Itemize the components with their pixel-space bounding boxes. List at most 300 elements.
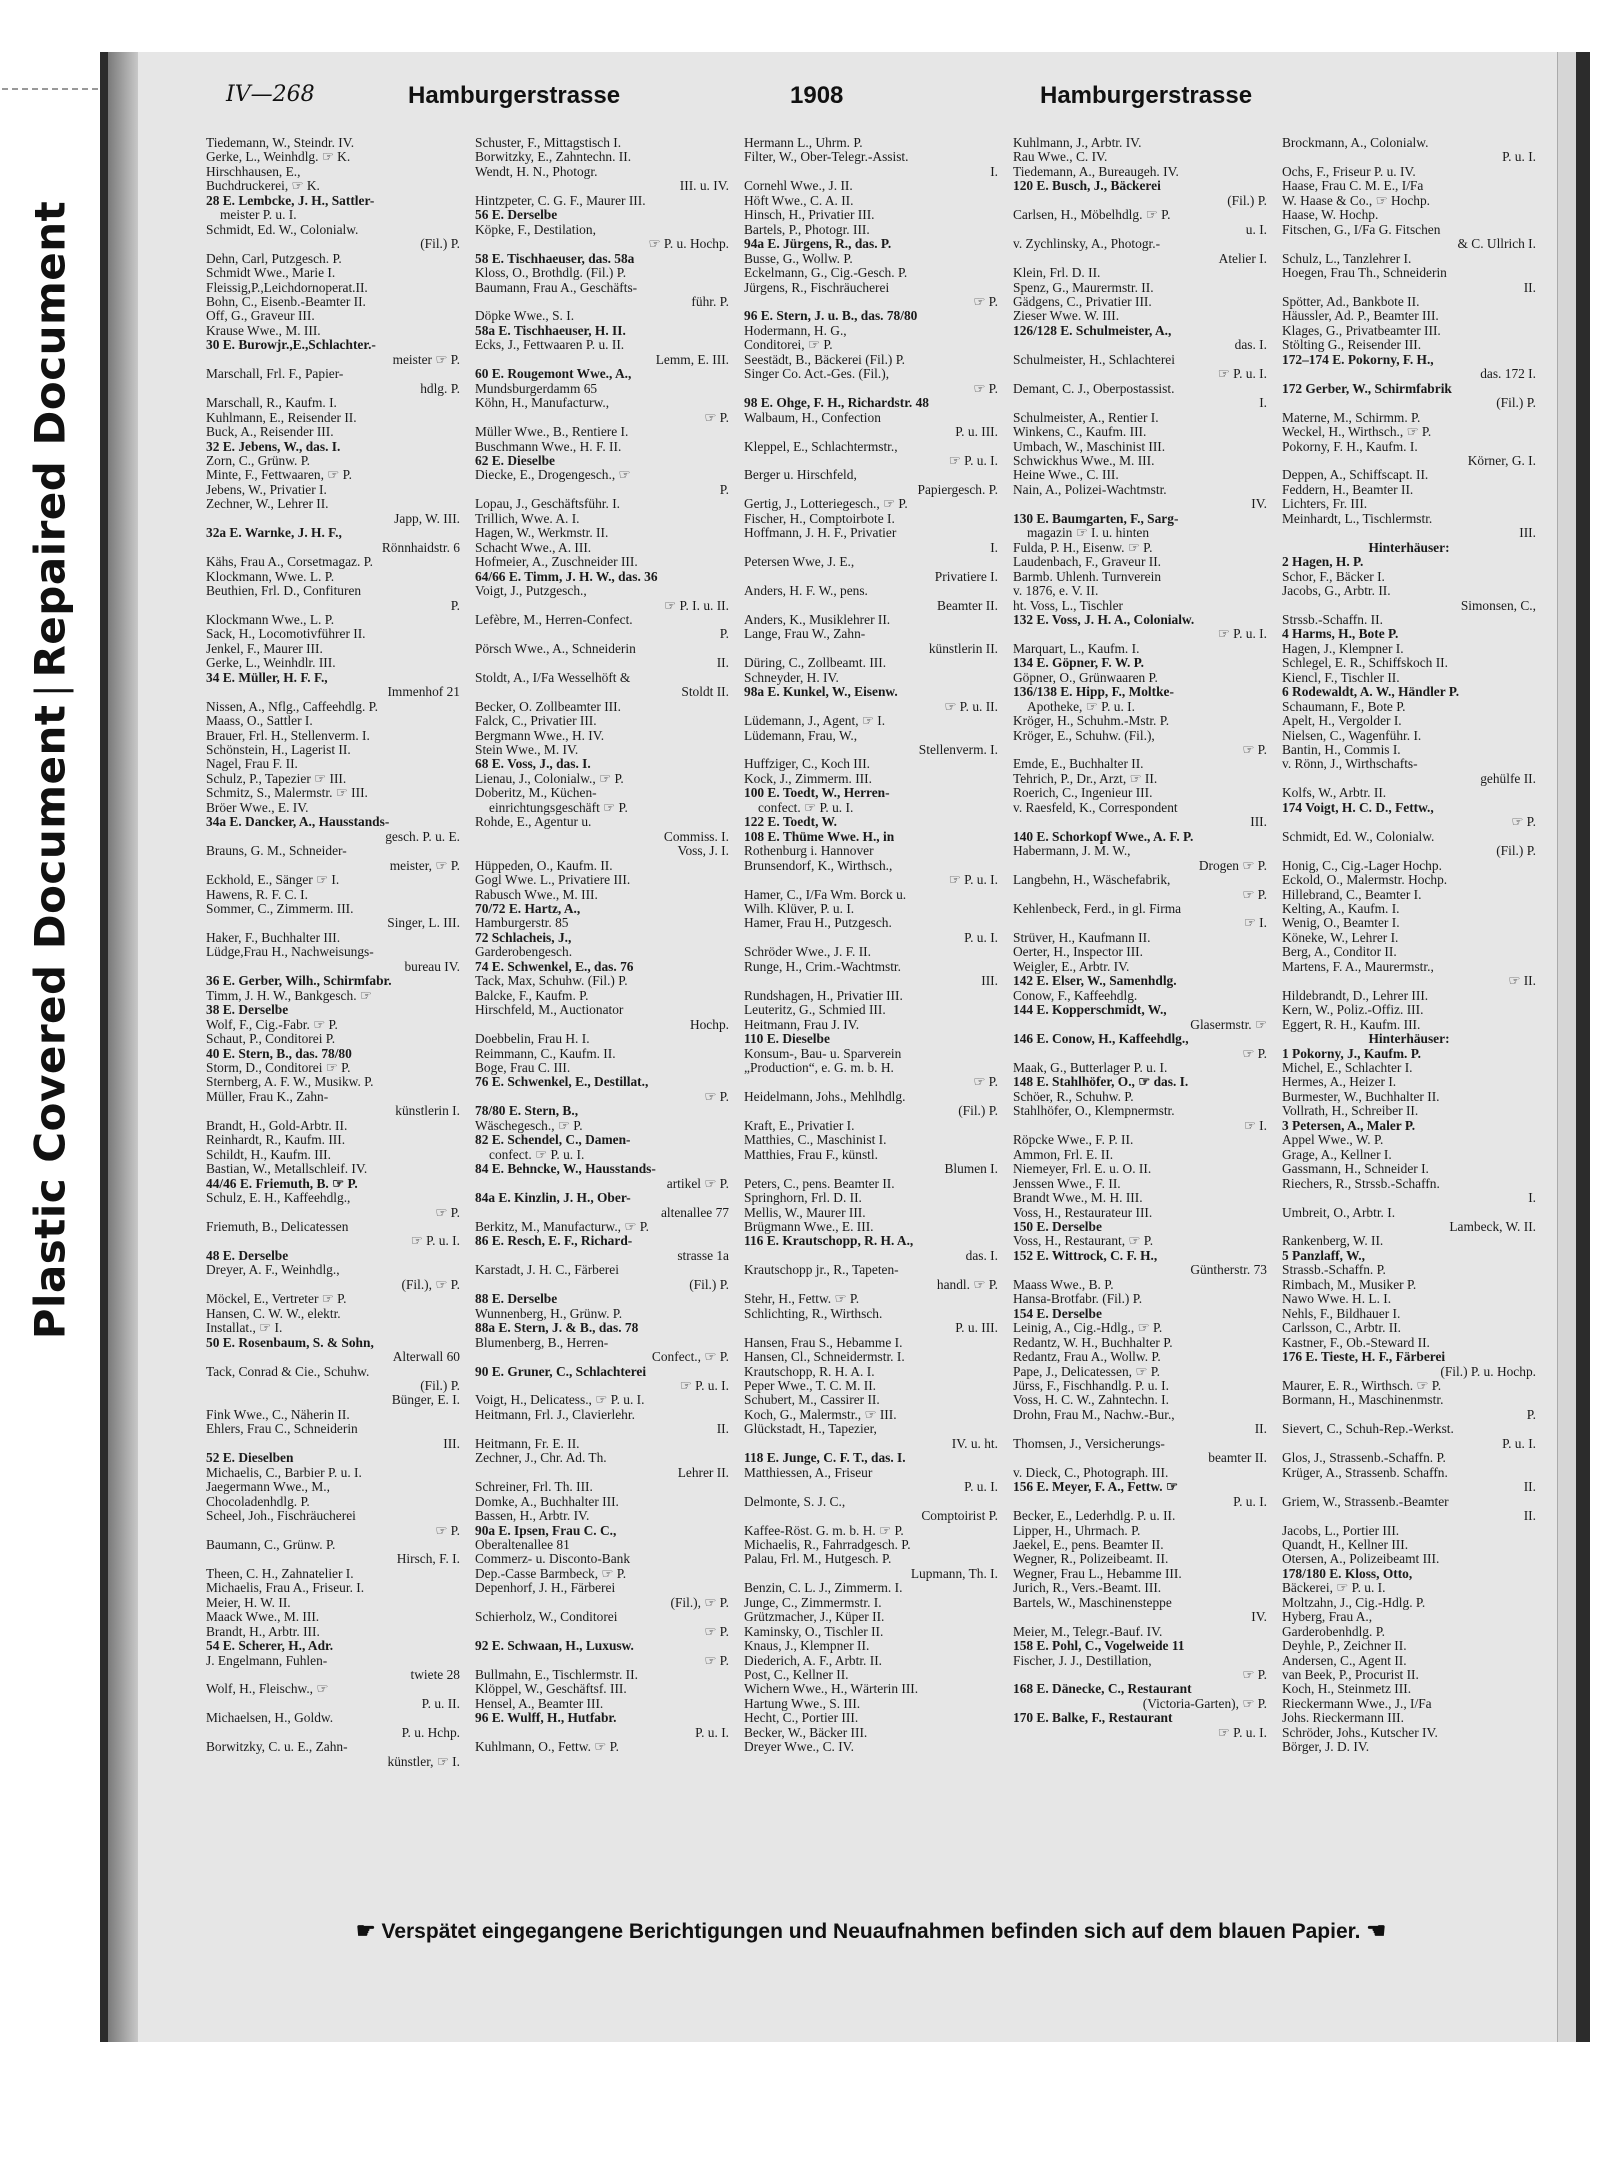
directory-entry: Sack, H., Locomotivführer II.: [206, 627, 366, 642]
directory-entry: Körner, G. I.: [1467, 453, 1536, 468]
directory-entry: III.: [981, 974, 998, 989]
directory-entry: ☞ P.: [704, 1653, 729, 1668]
directory-entry: ☞ P.: [704, 410, 729, 425]
directory-entry: Diecke, E., Drogengesch., ☞: [475, 468, 631, 483]
directory-entry: Lüdemann, Frau, W.,: [744, 728, 858, 743]
directory-entry: Marquart, L., Kaufm. I.: [1013, 641, 1140, 656]
directory-entry: Hintzpeter, C. G. F., Maurer III.: [475, 193, 646, 208]
directory-entry: Schaut, P., Conditorei P.: [206, 1032, 336, 1047]
directory-entry: ☞ P.: [1511, 815, 1536, 830]
directory-entry: Schmidt, Ed. W., Colonialw.: [1282, 829, 1435, 844]
directory-entry: Simonsen, C.,: [1460, 598, 1536, 613]
directory-entry: 116 E. Krautschopp, R. H. A.,: [744, 1234, 914, 1249]
directory-entry: 34a E. Dancker, A., Hausstands-: [206, 815, 390, 830]
directory-entry: ht. Voss, L., Tischler: [1013, 598, 1124, 613]
directory-entry: Demant, C. J., Oberpostassist.: [1013, 381, 1175, 396]
directory-entry: Zechner, J., Chr. Ad. Th.: [475, 1451, 607, 1466]
directory-entry: 96 E. Stern, J. u. B., das. 78/80: [744, 309, 918, 324]
directory-entry: Stahlhöfer, O., Klempnermstr.: [1013, 1104, 1175, 1119]
directory-entry: Nawo Wwe. H. L. I.: [1282, 1292, 1392, 1307]
directory-entry: Kröger, H., Schuhm.-Mstr. P.: [1013, 714, 1170, 729]
directory-entry: (Victoria-Garten), ☞ P.: [1142, 1696, 1267, 1711]
directory-entry: 178/180 E. Kloss, Otto,: [1282, 1566, 1413, 1581]
directory-entry: Eckelmann, G., Cig.-Gesch. P.: [744, 266, 908, 281]
directory-entry: Roerich, C., Ingenieur III.: [1013, 786, 1153, 801]
directory-entry: Schildt, H., Kaufm. III.: [206, 1147, 331, 1162]
directory-entry: Johs. Rieckermann III.: [1282, 1711, 1404, 1726]
directory-entry: Trillich, Wwe. A. I.: [475, 511, 580, 526]
directory-entry: Commiss. I.: [663, 829, 729, 844]
directory-entry: Bohn, C., Eisenb.-Beamter II.: [206, 294, 366, 309]
directory-entry: 126/128 E. Schulmeister, A.,: [1013, 323, 1172, 338]
directory-entry: Grützmacher, J., Küper II.: [744, 1610, 885, 1625]
directory-entry: Tack, Max, Schuhw. (Fil.) P.: [475, 974, 628, 989]
directory-entry: Post, C., Kellner II.: [744, 1668, 849, 1683]
directory-entry: Buchdruckerei, ☞ K.: [206, 179, 320, 194]
directory-entry: meister P. u. I.: [220, 208, 297, 223]
directory-entry: Schulz, L., Tanzlehrer I.: [1282, 251, 1412, 266]
directory-entry: Heitmann, Frau J. IV.: [744, 1017, 860, 1032]
directory-entry: 96 E. Wulff, H., Hutfabr.: [475, 1711, 617, 1726]
directory-entry: Rimbach, M., Musiker P.: [1282, 1277, 1417, 1292]
directory-entry: 156 E. Meyer, F. A., Fettw. ☞: [1013, 1480, 1178, 1495]
directory-entry: Bünger, E. I.: [391, 1393, 460, 1408]
directory-entry: Eckold, O., Malermstr. Hochp.: [1282, 873, 1448, 888]
directory-entry: Filter, W., Ober-Telegr.-Assist.: [744, 150, 909, 165]
directory-entry: Karstadt, J. H. C., Färberei: [475, 1263, 619, 1278]
directory-column-2: [475, 136, 729, 1912]
directory-entry: u. I.: [1245, 222, 1267, 237]
directory-entry: Kaminsky, O., Tischler II.: [744, 1624, 884, 1639]
directory-entry: 144 E. Kopperschmidt, W.,: [1013, 1003, 1167, 1018]
directory-entry: Konsum-, Bau- u. Sparverein: [744, 1046, 902, 1061]
directory-entry: Brunsendorf, K., Wirthsch.,: [744, 858, 893, 873]
page-number: IV—268: [226, 82, 315, 107]
directory-entry: Hinterhäuser:: [1368, 540, 1450, 555]
directory-entry: Runge, H., Crim.-Wachtmstr.: [744, 959, 901, 974]
directory-entry: Maurer, E. R., Wirthsch. ☞ P.: [1282, 1378, 1442, 1393]
directory-entry: Hamburgerstr. 85: [475, 916, 569, 931]
directory-entry: Dep.-Casse Barmbeck, ☞ P.: [475, 1566, 627, 1581]
directory-entry: Köpke, F., Destilation,: [475, 222, 596, 237]
directory-entry: Michaelis, R., Fahrradgesch. P.: [744, 1537, 911, 1552]
directory-entry: confect. ☞ P. u. I.: [489, 1147, 585, 1162]
directory-entry: Conow, F., Kaffeehdlg.: [1013, 988, 1138, 1003]
directory-entry: Maass, O., Sattler I.: [206, 714, 313, 729]
directory-entry: Carlsson, C., Arbtr. II.: [1282, 1321, 1402, 1336]
directory-entry: Emde, E., Buchhalter II.: [1013, 757, 1144, 772]
directory-entry: Atelier I.: [1218, 251, 1267, 266]
directory-entry: II.: [1523, 280, 1536, 295]
directory-entry: Schulmeister, H., Schlachterei: [1013, 352, 1175, 367]
directory-entry: Göpner, O., Grünwaaren P.: [1013, 670, 1158, 685]
directory-entry: Apelt, H., Vergolder I.: [1282, 714, 1402, 729]
directory-entry: bureau IV.: [404, 959, 460, 974]
directory-entry: gehülfe II.: [1480, 771, 1536, 786]
directory-entry: P. u. III.: [955, 425, 998, 440]
directory-column-3: [744, 136, 998, 1912]
directory-entry: Drohn, Frau M., Nachw.-Bur.,: [1013, 1407, 1175, 1422]
directory-entry: Schmitz, S., Malermstr. ☞ III.: [206, 786, 368, 801]
directory-entry: Fink Wwe., C., Näherin II.: [206, 1407, 350, 1422]
directory-entry: Brandt Wwe., M. H. III.: [1013, 1191, 1143, 1206]
directory-entry: Lüdge,Frau H., Nachweisungs-: [206, 945, 374, 960]
directory-entry: Börger, J. D. IV.: [1282, 1740, 1370, 1755]
directory-entry: Schierholz, W., Conditorei: [475, 1610, 618, 1625]
directory-entry: Koch, H., Steinmetz III.: [1282, 1682, 1412, 1697]
directory-entry: ☞ P.: [704, 1624, 729, 1639]
directory-entry: Schulz, E. H., Kaffeehdlg.,: [206, 1191, 351, 1206]
directory-entry: Kuhlmann, O., Fettw. ☞ P.: [475, 1740, 619, 1755]
directory-entry: twiete 28: [410, 1668, 460, 1683]
directory-entry: III. u. IV.: [679, 179, 729, 194]
directory-entry: Schönstein, H., Lagerist II.: [206, 743, 351, 758]
directory-entry: Thomsen, J., Versicherungs-: [1013, 1436, 1165, 1451]
directory-entry: Voss, H., Restaurant, ☞ P.: [1013, 1234, 1154, 1249]
directory-entry: Bantin, H., Commis I.: [1282, 743, 1401, 758]
directory-entry: Baumann, C., Grünw. P.: [206, 1537, 336, 1552]
directory-entry: Theen, C. H., Zahnatelier I.: [206, 1566, 354, 1581]
directory-entry: Strüver, H., Kaufmann II.: [1013, 930, 1151, 945]
directory-entry: 108 E. Thüme Wwe. H., in: [744, 829, 895, 844]
directory-entry: 3 Petersen, A., Maler P.: [1282, 1118, 1416, 1133]
directory-entry: Hodermann, H. G.,: [744, 323, 847, 338]
directory-entry: Krautschopp, R. H. A. I.: [744, 1364, 875, 1379]
directory-entry: Ochs, F., Friseur P. u. IV.: [1282, 164, 1416, 179]
directory-entry: 62 E. Dieselbe: [475, 453, 555, 468]
directory-entry: ☞ P. u. I.: [679, 1378, 729, 1393]
directory-entry: Umbach, W., Maschinist III.: [1013, 439, 1166, 454]
directory-entry: Köneke, W., Lehrer I.: [1282, 930, 1399, 945]
directory-entry: Hagen, J., Klempner I.: [1282, 641, 1404, 656]
directory-entry: Vollrath, H., Schreiber II.: [1282, 1104, 1419, 1119]
directory-entry: Busse, G., Wollw. P.: [744, 251, 853, 266]
directory-entry: Redantz, Frau A., Wollw. P.: [1013, 1350, 1161, 1365]
directory-entry: künstlerin I.: [395, 1104, 460, 1119]
directory-entry: Kock, J., Zimmerm. III.: [744, 771, 872, 786]
directory-entry: ☞ P.: [1242, 1668, 1267, 1683]
directory-entry: Bassen, H., Arbtr. IV.: [475, 1509, 590, 1524]
directory-entry: Zechner, W., Lehrer II.: [206, 497, 329, 512]
directory-entry: P. u. I.: [1502, 1436, 1536, 1451]
directory-entry: ☞ P. u. I.: [948, 453, 998, 468]
directory-entry: Cornehl Wwe., J. II.: [744, 179, 853, 194]
directory-entry: (Fil.), ☞ P.: [670, 1595, 729, 1610]
directory-entry: (Fil.) P.: [420, 237, 460, 252]
directory-entry: Lienau, J., Colonialw., ☞ P.: [475, 771, 624, 786]
directory-entry: Brauns, G. M., Schneider-: [206, 844, 347, 859]
directory-entry: Pörsch Wwe., A., Schneiderin: [475, 641, 636, 656]
directory-entry: Ecks, J., Fettwaaren P. u. II.: [475, 338, 625, 353]
directory-entry: Gerke, L., Weinhdlr. III.: [206, 656, 336, 671]
directory-entry: Lefèbre, M., Herren-Confect.: [475, 612, 633, 627]
directory-entry: II.: [1523, 1480, 1536, 1495]
directory-entry: Hamer, Frau H., Putzgesch.: [744, 916, 892, 931]
directory-entry: Anders, H. F. W., pens.: [744, 584, 868, 599]
directory-entry: 136/138 E. Hipp, F., Moltke-: [1013, 685, 1174, 700]
directory-entry: Eckhold, E., Sänger ☞ I.: [206, 873, 340, 888]
directory-entry: Jacobs, G., Arbtr. II.: [1282, 584, 1391, 599]
directory-entry: Stellenverm. I.: [918, 743, 998, 758]
directory-entry: Sternberg, A. F. W., Musikw. P.: [206, 1075, 374, 1090]
directory-entry: Jenssen Wwe., F. II.: [1013, 1176, 1121, 1191]
directory-entry: 172 Gerber, W., Schirmfabrik: [1282, 381, 1452, 396]
directory-entry: Beamter II.: [937, 598, 998, 613]
directory-entry: Tiedemann, A., Bureaugeh. IV.: [1013, 164, 1179, 179]
directory-entry: Wegner, Frau L., Hebamme III.: [1013, 1566, 1182, 1581]
directory-entry: Gerke, L., Weinhdlg. ☞ K.: [206, 150, 351, 165]
directory-entry: Hansa-Brotfabr. (Fil.) P.: [1013, 1292, 1143, 1307]
directory-entry: 76 E. Schwenkel, E., Destillat.,: [475, 1075, 649, 1090]
directory-entry: ☞ II.: [1508, 974, 1536, 989]
directory-entry: 120 E. Busch, J., Bäckerei: [1013, 179, 1161, 194]
directory-entry: Lemm, E. III.: [655, 352, 729, 367]
directory-entry: Palau, Frl. M., Hutgesch. P.: [744, 1552, 892, 1567]
directory-entry: Tack, Conrad & Cie., Schuhw.: [206, 1364, 370, 1379]
directory-entry: Bergmann Wwe., H. IV.: [475, 728, 605, 743]
directory-entry: Storm, D., Conditorei ☞ P.: [206, 1061, 351, 1075]
directory-entry: ☞ P. u. II.: [944, 699, 998, 714]
directory-entry: 78/80 E. Stern, B.,: [475, 1104, 579, 1119]
directory-entry: IV.: [1251, 497, 1267, 512]
directory-entry: P. u. I.: [964, 930, 998, 945]
directory-entry: Dehn, Carl, Putzgesch. P.: [206, 251, 342, 266]
plastic-covered-label: Plastic Covered Document: [25, 704, 75, 1340]
directory-entry: 176 E. Tieste, H. F., Färberei: [1282, 1350, 1446, 1365]
directory-entry: Martens, F. A., Maurermstr.,: [1282, 959, 1434, 974]
directory-entry: Nain, A., Polizei-Wachtmstr.: [1013, 482, 1167, 497]
directory-entry: Bröer Wwe., E. IV.: [206, 800, 309, 815]
directory-entry: Riechers, R., Strssb.-Schaffn.: [1282, 1176, 1440, 1191]
directory-entry: das. 172 I.: [1480, 367, 1536, 382]
directory-entry: 172–174 E. Pokorny, F. H.,: [1282, 352, 1434, 367]
directory-entry: Hansen, Frau S., Hebamme I.: [744, 1335, 903, 1350]
directory-entry: 148 E. Stahlhöfer, O., ☞ das. I.: [1013, 1075, 1189, 1090]
directory-entry: (Fil.) P.: [420, 1378, 460, 1393]
directory-entry: ☞ P.: [973, 381, 998, 396]
directory-entry: W. Haase & Co., ☞ Hochp.: [1282, 193, 1430, 208]
directory-entry: Voigt, H., Delicatess., ☞ P. u. I.: [475, 1393, 645, 1408]
directory-columns: [206, 136, 1536, 1912]
directory-entry: Jürss, F., Fischhandlg. P. u. I.: [1013, 1378, 1169, 1393]
directory-entry: Ammon, Frl. E. II.: [1013, 1147, 1114, 1162]
directory-entry: Sievert, C., Schuh-Rep.-Werkst.: [1282, 1422, 1454, 1437]
directory-entry: 100 E. Toedt, W., Herren-: [744, 786, 890, 801]
directory-entry: Schröder Wwe., J. F. II.: [744, 945, 871, 960]
directory-entry: Haase, Frau C. M. E., I/Fa: [1282, 179, 1424, 194]
directory-entry: Maak, G., Butterlager P. u. I.: [1013, 1061, 1168, 1075]
directory-entry: Matthies, Frau F., künstl.: [744, 1147, 878, 1162]
directory-entry: ☞ P.: [973, 294, 998, 309]
directory-entry: Gassmann, H., Schneider I.: [1282, 1162, 1429, 1177]
directory-entry: Buschmann Wwe., H. F. II.: [475, 439, 622, 454]
directory-entry: 134 E. Göpner, F. W. P.: [1013, 656, 1144, 671]
directory-entry: Oberaltenallee 81: [475, 1537, 570, 1552]
page-binding-shadow: [108, 52, 138, 2042]
directory-entry: Drogen ☞ P.: [1198, 858, 1267, 873]
directory-entry: Fitschen, G., I/Fa G. Fitschen: [1282, 222, 1441, 237]
directory-entry: Kolfs, W., Arbtr. II.: [1282, 786, 1387, 801]
directory-entry: Blumenberg, B., Herren-: [475, 1335, 609, 1350]
directory-entry: Mellis, W., Maurer III.: [744, 1205, 866, 1220]
directory-entry: Glasermstr. ☞: [1190, 1017, 1267, 1032]
directory-entry: P.: [1526, 1407, 1536, 1422]
directory-page: [108, 52, 1576, 2042]
directory-entry: Wenig, O., Beamter I.: [1282, 916, 1400, 931]
directory-entry: Walbaum, H., Confection: [744, 410, 881, 425]
directory-entry: Scheel, Joh., Fischräucherei: [206, 1509, 356, 1524]
directory-entry: Schulz, P., Tapezier ☞ III.: [206, 771, 347, 786]
directory-entry: ☞ P.: [704, 1089, 729, 1104]
directory-entry: Kern, W., Poliz.-Offiz. III.: [1282, 1003, 1424, 1018]
directory-entry: Lupmann, Th. I.: [910, 1566, 998, 1581]
directory-entry: Michel, E., Schlachter I.: [1282, 1061, 1413, 1075]
directory-entry: Güntherstr. 73: [1190, 1263, 1267, 1278]
directory-entry: Umbreit, O., Arbtr. I.: [1282, 1205, 1396, 1220]
directory-entry: Chocoladenhdlg. P.: [206, 1494, 310, 1509]
directory-entry: Haase, W. Hochp.: [1282, 208, 1379, 223]
directory-entry: Diederich, A. F., Arbtr. II.: [744, 1653, 883, 1668]
directory-entry: Reimmann, C., Kaufm. II.: [475, 1046, 616, 1061]
directory-entry: einrichtungsgeschäft ☞ P.: [489, 800, 628, 815]
directory-entry: I.: [990, 164, 998, 179]
directory-entry: Brandt, H., Arbtr. III.: [206, 1624, 320, 1639]
directory-entry: Petersen Wwe, J. E.,: [744, 555, 855, 570]
directory-entry: Anders, K., Musiklehrer II.: [744, 612, 891, 627]
directory-entry: ☞ P. u. Hochp.: [648, 237, 729, 252]
directory-entry: v. Rönn, J., Wirthschafts-: [1282, 757, 1418, 772]
directory-entry: 50 E. Rosenbaum, S. & Sohn,: [206, 1335, 374, 1350]
directory-entry: Dreyer Wwe., C. IV.: [744, 1740, 854, 1755]
directory-entry: künstlerin II.: [928, 641, 998, 656]
directory-entry: 98 E. Ohge, F. H., Richardstr. 48: [744, 396, 930, 411]
directory-entry: Meinhardt, L., Tischlermstr.: [1282, 511, 1433, 526]
directory-entry: 90a E. Ipsen, Frau C. C.,: [475, 1523, 617, 1538]
directory-entry: ☞ P. u. I.: [1217, 1725, 1267, 1740]
directory-entry: Burmester, W., Buchhalter II.: [1282, 1089, 1440, 1104]
directory-entry: Singer, L. III.: [387, 916, 460, 931]
directory-entry: Hillebrand, C., Beamter I.: [1282, 887, 1422, 902]
directory-entry: Jaekel, E., pens. Beamter II.: [1013, 1537, 1164, 1552]
directory-entry: Apotheke, ☞ P. u. I.: [1027, 699, 1135, 714]
directory-entry: (Fil.) P.: [689, 1277, 729, 1292]
directory-entry: Pokorny, F. H., Kaufm. I.: [1282, 439, 1418, 454]
directory-entry: Minte, F., Fettwaaren, ☞ P.: [206, 468, 352, 483]
directory-entry: III.: [1250, 815, 1267, 830]
label-separator: [33, 690, 73, 693]
directory-entry: Hermes, A., Heizer I.: [1282, 1075, 1397, 1090]
directory-entry: Glos, J., Strassenb.-Schaffn. P.: [1282, 1451, 1446, 1466]
directory-entry: Baumann, Frau A., Geschäfts-: [475, 280, 638, 295]
directory-entry: Marschall, Frl. F., Papier-: [206, 367, 344, 382]
directory-entry: ☞ P.: [1242, 743, 1267, 758]
directory-entry: II.: [716, 656, 729, 671]
directory-entry: ☞ I.: [1243, 1118, 1267, 1133]
directory-entry: Pape, J., Delicatessen, ☞ P.: [1013, 1364, 1161, 1379]
directory-entry: Wolf, F., Cig.-Fabr. ☞ P.: [206, 1017, 338, 1032]
directory-entry: Beuthien, Frl. D., Confituren: [206, 584, 362, 599]
directory-entry: Seestädt, B., Bäckerei (Fil.) P.: [744, 352, 906, 367]
directory-entry: Nielsen, C., Wagenführ. I.: [1282, 728, 1422, 743]
directory-entry: Fleissig,P.,Leichdornoperat.II.: [206, 280, 368, 295]
directory-entry: Lichters, Fr. III.: [1282, 497, 1368, 512]
directory-entry: v. 1876, e. V. II.: [1013, 584, 1099, 599]
directory-entry: Weckel, H., Wirthsch., ☞ P.: [1282, 425, 1432, 440]
footer-notice: [206, 1918, 1536, 1944]
directory-entry: Heitmann, Frl. J., Clavierlehr.: [475, 1407, 635, 1422]
directory-entry: 52 E. Dieselben: [206, 1451, 294, 1466]
directory-entry: Strassb.-Schaffn. P.: [1282, 1263, 1386, 1278]
directory-entry: 88 E. Derselbe: [475, 1292, 558, 1307]
directory-entry: ☞ P.: [973, 1075, 998, 1090]
directory-entry: 170 E. Balke, F., Restaurant: [1013, 1711, 1173, 1726]
directory-entry: Kraft, E., Privatier I.: [744, 1118, 855, 1133]
directory-entry: Habermann, J. M. W.,: [1013, 844, 1131, 859]
directory-entry: Quandt, H., Kellner III.: [1282, 1537, 1409, 1552]
directory-entry: Domke, A., Buchhalter III.: [475, 1494, 619, 1509]
footer-text: Verspätet eingegangene Berichtigungen und Neuaufnahmen befinden sich auf dem blauen Papier.: [381, 1920, 1361, 1943]
directory-entry: Feddern, H., Beamter II.: [1282, 482, 1414, 497]
directory-entry: Wilh. Klüver, P. u. I.: [744, 902, 855, 917]
directory-entry: Spenz, G., Maurermstr. II.: [1013, 280, 1154, 295]
directory-entry: 4 Harms, H., Bote P.: [1282, 627, 1399, 642]
directory-entry: Hartung Wwe., S. III.: [744, 1696, 861, 1711]
directory-entry: Hecht, C., Portier III.: [744, 1711, 859, 1726]
directory-entry: Balcke, F., Kaufm. P.: [475, 988, 589, 1003]
directory-entry: Lüdemann, J., Agent, ☞ I.: [744, 714, 886, 729]
directory-entry: Lehrer II.: [677, 1465, 729, 1480]
directory-entry: Bartels, W., Maschinensteppe: [1013, 1595, 1172, 1610]
directory-entry: Nagel, Frau F. II.: [206, 757, 298, 772]
directory-entry: Tiedemann, W., Steindr. IV.: [206, 136, 355, 150]
directory-entry: 56 E. Derselbe: [475, 208, 558, 223]
directory-column-4: [1013, 136, 1267, 1912]
directory-entry: II.: [1523, 1509, 1536, 1524]
directory-entry: Voss, J. I.: [677, 844, 729, 859]
directory-entry: 64/66 E. Timm, J. H. W., das. 36: [475, 569, 658, 584]
directory-entry: Schlichting, R., Wirthsch.: [744, 1306, 883, 1321]
directory-entry: Hansen, C. W. W., elektr.: [206, 1306, 341, 1321]
directory-entry: 86 E. Resch, E. F., Richard-: [475, 1234, 633, 1249]
directory-entry: Schlegel, E. R., Schiffskoch II.: [1282, 656, 1448, 671]
directory-entry: Barmb. Uhlenh. Turnverein: [1013, 569, 1162, 584]
directory-entry: Haker, F., Buchhalter III.: [206, 930, 341, 945]
year-heading: 1908: [790, 82, 844, 109]
directory-entry: Kehlenbeck, Ferd., in gl. Firma: [1013, 902, 1182, 917]
directory-entry: II.: [1254, 1422, 1267, 1437]
directory-entry: (Fil.) P.: [1496, 396, 1536, 411]
directory-entry: Lambeck, W. II.: [1449, 1219, 1536, 1234]
directory-entry: Hyberg, Frau A.,: [1282, 1610, 1373, 1625]
directory-entry: magazin ☞ I. u. hinten: [1027, 526, 1150, 541]
directory-entry: Moltzahn, J., Cig.-Hdlg. P.: [1282, 1595, 1426, 1610]
directory-entry: Kloss, O., Brothdlg. (Fil.) P.: [475, 266, 627, 281]
directory-entry: III.: [443, 1436, 460, 1451]
directory-entry: Kastner, F., Ob.-Steward II.: [1282, 1335, 1430, 1350]
directory-entry: Andersen, C., Agent II.: [1282, 1653, 1407, 1668]
directory-entry: ☞ P. u. I.: [948, 873, 998, 888]
directory-entry: Benzin, C. L. J., Zimmerm. I.: [744, 1581, 903, 1596]
directory-entry: 54 E. Scherer, H., Adr.: [206, 1639, 334, 1654]
directory-entry: beamter II.: [1208, 1451, 1267, 1466]
directory-entry: 130 E. Baumgarten, F., Sarg-: [1013, 511, 1179, 526]
directory-entry: Sommer, C., Zimmerm. III.: [206, 902, 354, 917]
directory-entry: Rundshagen, H., Privatier III.: [744, 988, 903, 1003]
directory-entry: Timm, J. H. W., Bankgesch. ☞: [206, 988, 372, 1003]
directory-entry: Rothenburg i. Hannover: [744, 844, 874, 859]
directory-entry: Singer Co. Act.-Ges. (Fil.),: [744, 367, 890, 382]
directory-entry: Berger u. Hirschfeld,: [744, 468, 857, 483]
